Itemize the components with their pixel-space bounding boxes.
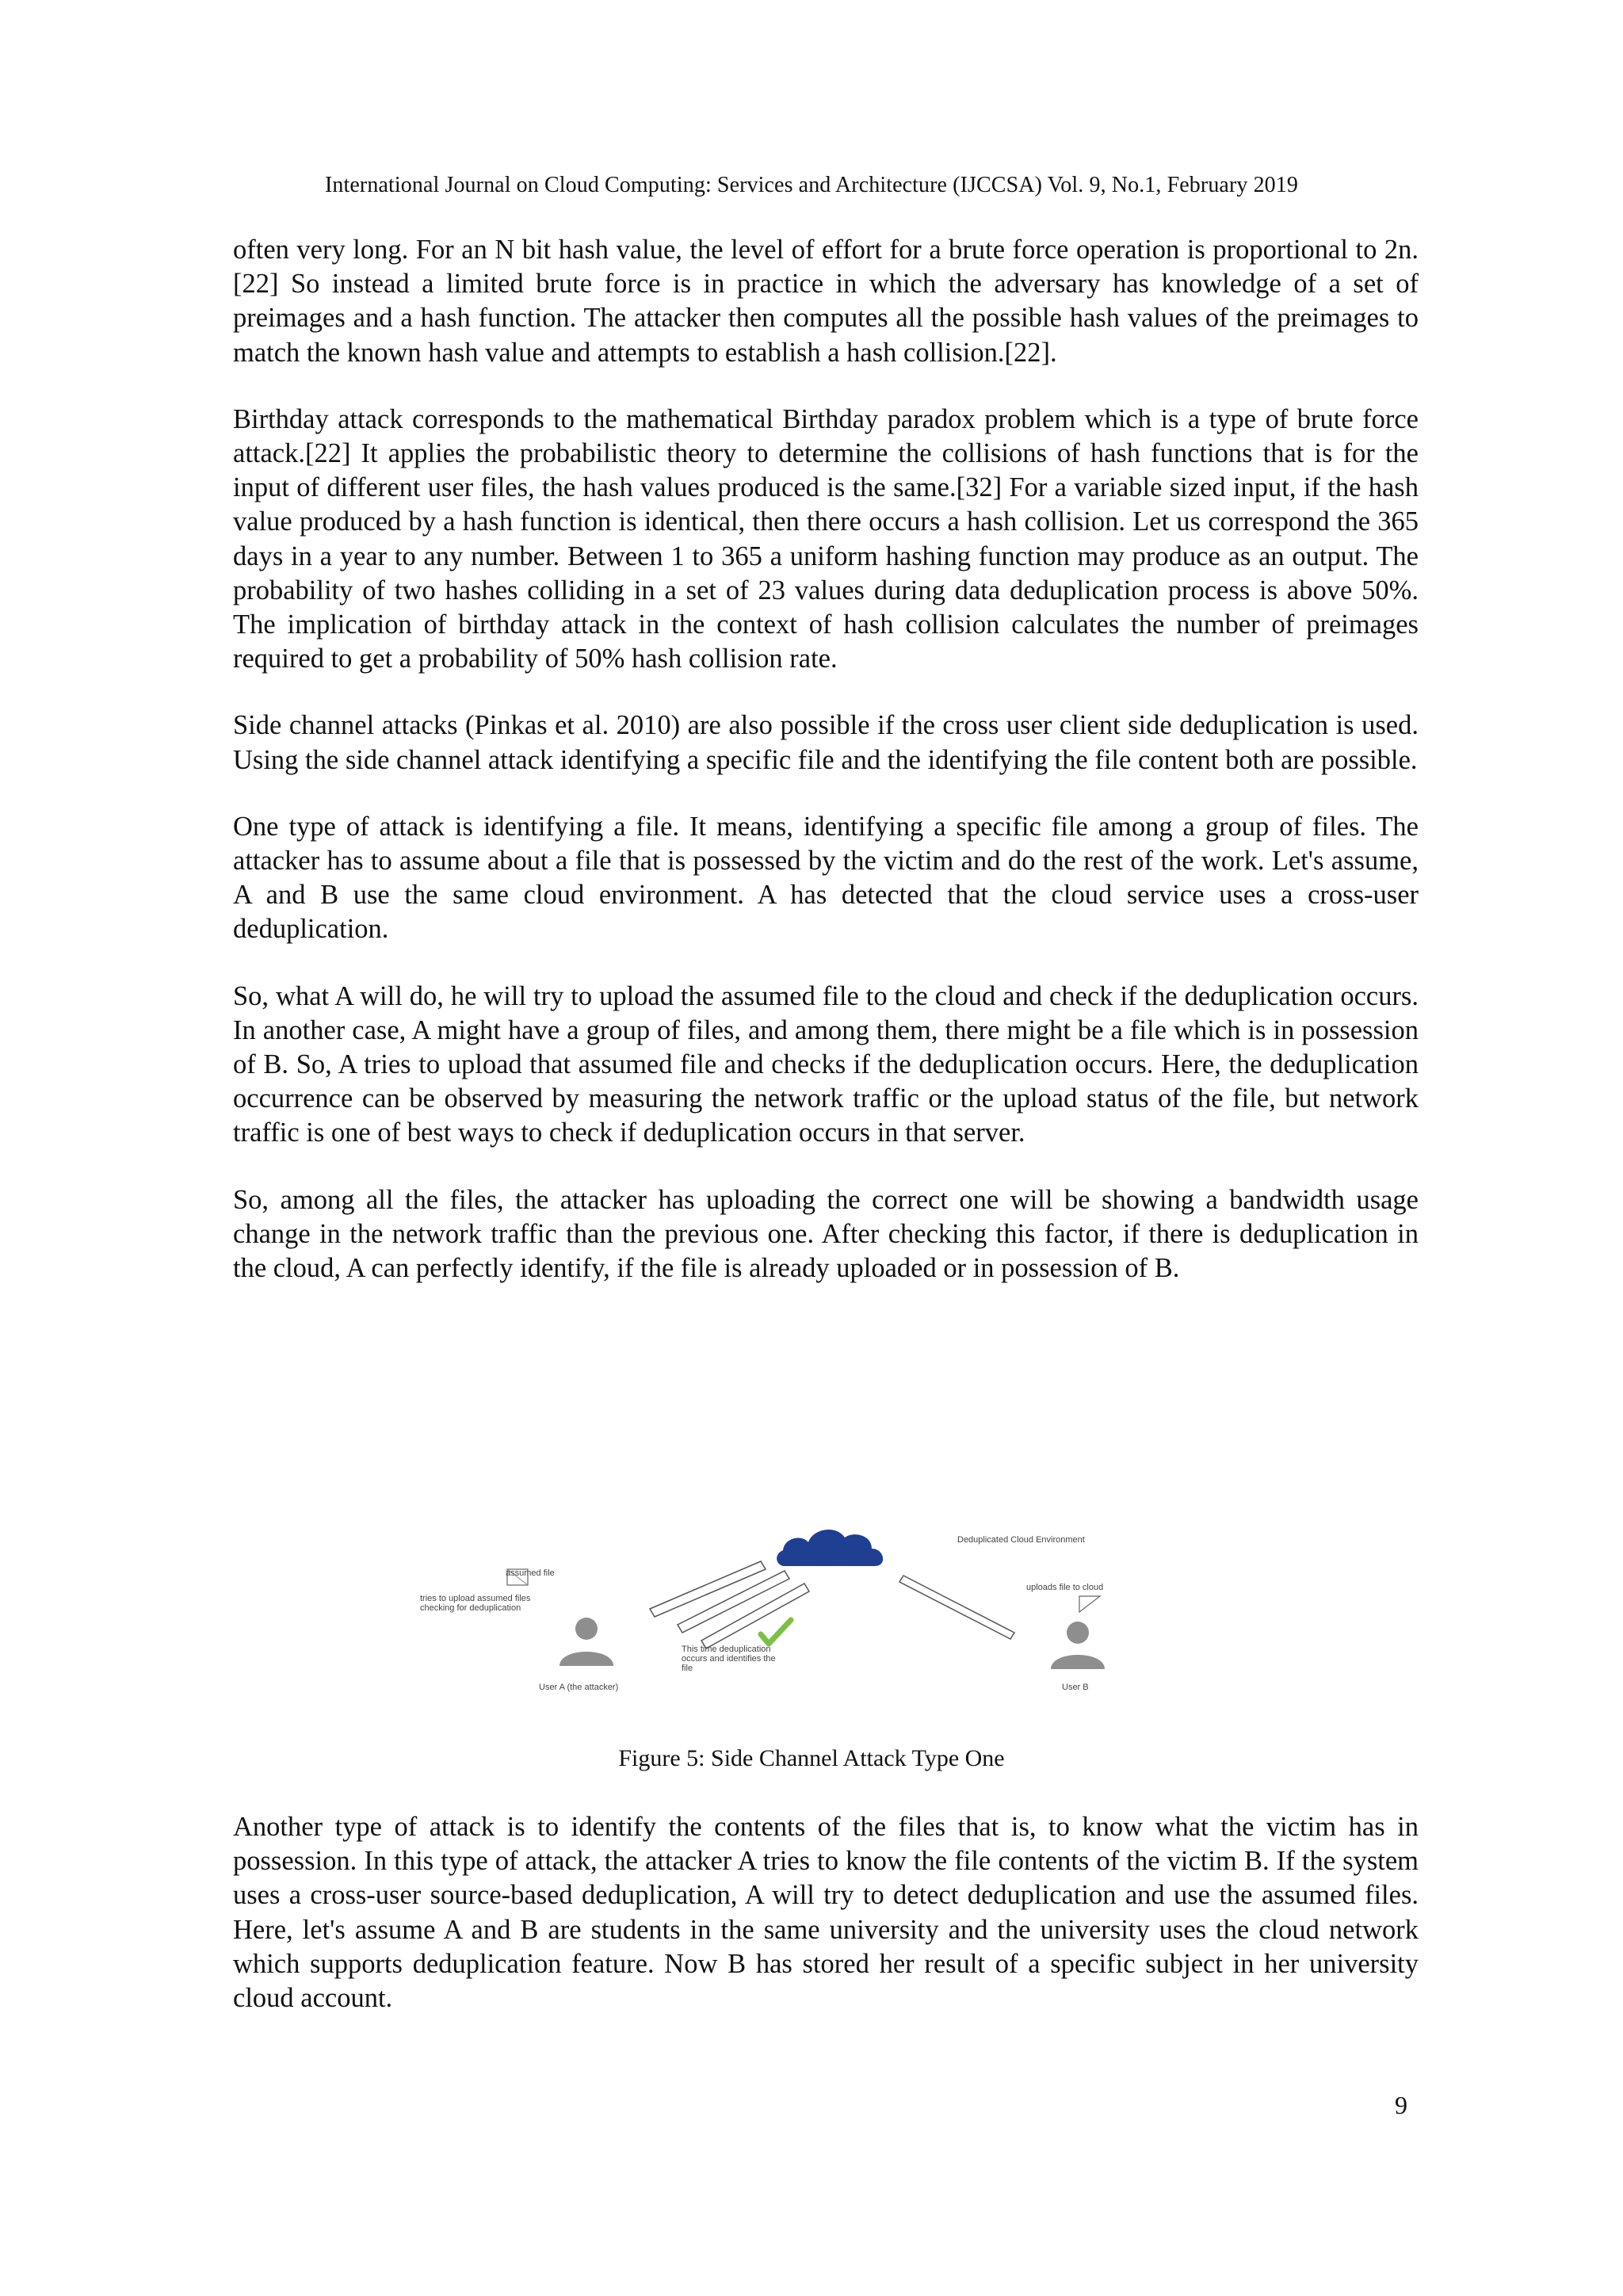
checking-label: checking for deduplication — [420, 1603, 521, 1613]
file-icon-b — [1079, 1596, 1100, 1612]
figure-caption: Figure 5: Side Channel Attack Type One — [618, 1745, 1005, 1771]
arrow-upload — [650, 1561, 809, 1648]
user-b-icon — [1051, 1622, 1105, 1669]
cloud-label: Deduplicated Cloud Environment — [957, 1535, 1085, 1545]
checkmark-icon — [761, 1620, 791, 1644]
tries-upload-label: tries to upload assumed files — [420, 1594, 531, 1603]
uploads-label: uploads file to cloud — [1026, 1583, 1104, 1592]
dedup-label-3: file — [682, 1664, 693, 1673]
user-a-label: User A (the attacker) — [539, 1683, 619, 1692]
user-b-label: User B — [1062, 1683, 1089, 1692]
paragraph: Birthday attack corresponds to the mathematical Birthday paradox problem which is a type of brute force attack.[22] It applies the probabilistic theory to determine the collisions of hash functions that is for the input of different user files, the hash values produced is the same.[32] For a variable sized input, if the hash value produced by a hash function is identical, then there occurs a hash collision. Let us correspond the 365 days in a year to any number. Between 1 to 365 a uniform hashing function may produce as an output. The probability of two hashes colliding in a set of 23 values during data deduplication process is above 50%. The implication of birthday attack in the context of hash collision calculates the number of preimages required to get a probability of 50% hash collision rate. — [233, 403, 1419, 674]
dedup-label-1: This time deduplication — [682, 1645, 771, 1654]
figure-diagram — [412, 1514, 1220, 1704]
arrow-user-b — [899, 1576, 1014, 1639]
cloud-icon — [777, 1530, 883, 1566]
paragraph: So, among all the files, the attacker has uploading the correct one will be showing a bandwidth usage change in the network traffic than the previous one. After checking this factor, if there is deduplication in the cloud, A can perfectly identify, if the file is already uploaded or in possession of B. — [233, 1184, 1419, 1284]
body-text-after-figure — [233, 1810, 1419, 2015]
user-a-icon — [559, 1618, 613, 1666]
paragraph: Another type of attack is to identify the contents of the files that is, to know what the victim has in possession. In this type of attack, the attacker A tries to know the file contents of the victim B. If the system uses a cross-user source-based deduplication, A will try to detect deduplication and use the assumed files. Here, let's assume A and B are students in the same university and the university uses the cloud network which supports deduplication feature. Now B has stored her result of a specific subject in her university cloud account. — [233, 1812, 1419, 2014]
paragraph: One type of attack is identifying a file. It means, identifying a specific file among a group of files. The attacker has to assume about a file that is possessed by the victim and do the rest of the work. Let's assume, A and B use the same cloud environment. A has detected that the cloud service uses a cross-user deduplication. — [233, 811, 1419, 945]
page-number: 9 — [1395, 2091, 1407, 2119]
dedup-label-2: occurs and identifies the — [682, 1654, 776, 1664]
running-header: International Journal on Cloud Computing: Services and Architecture (IJCCSA) Vol. 9, No.1, February 2019 — [325, 173, 1298, 197]
assumed-file-label: assumed file — [506, 1568, 555, 1578]
figure-side-channel-attack — [412, 1514, 1220, 1704]
body-text — [233, 233, 1419, 1318]
paragraph: often very long. For an N bit hash value, the level of effort for a brute force operation is proportional to 2n. [22] So instead a limited brute force is in practice in which the adversary has knowledge of a set of preimages and a hash function. The attacker then computes all the possible hash values of the preimages to match the known hash value and attempts to establish a hash collision.[22]. — [233, 235, 1419, 368]
paragraph: So, what A will do, he will try to upload the assumed file to the cloud and check if the deduplication occurs. In another case, A might have a group of files, and among them, there might be a file which is in possession of B. So, A tries to upload that assumed file and checks if the deduplication occurs. Here, the deduplication occurrence can be observed by measuring the network traffic or the upload status of the file, but network traffic is one of best ways to check if deduplication occurs in that server. — [233, 980, 1419, 1148]
paragraph: Side channel attacks (Pinkas et al. 2010) are also possible if the cross user client side deduplication is used. Using the side channel attack identifying a specific file and the identifying the file content both are possible. — [233, 710, 1419, 775]
